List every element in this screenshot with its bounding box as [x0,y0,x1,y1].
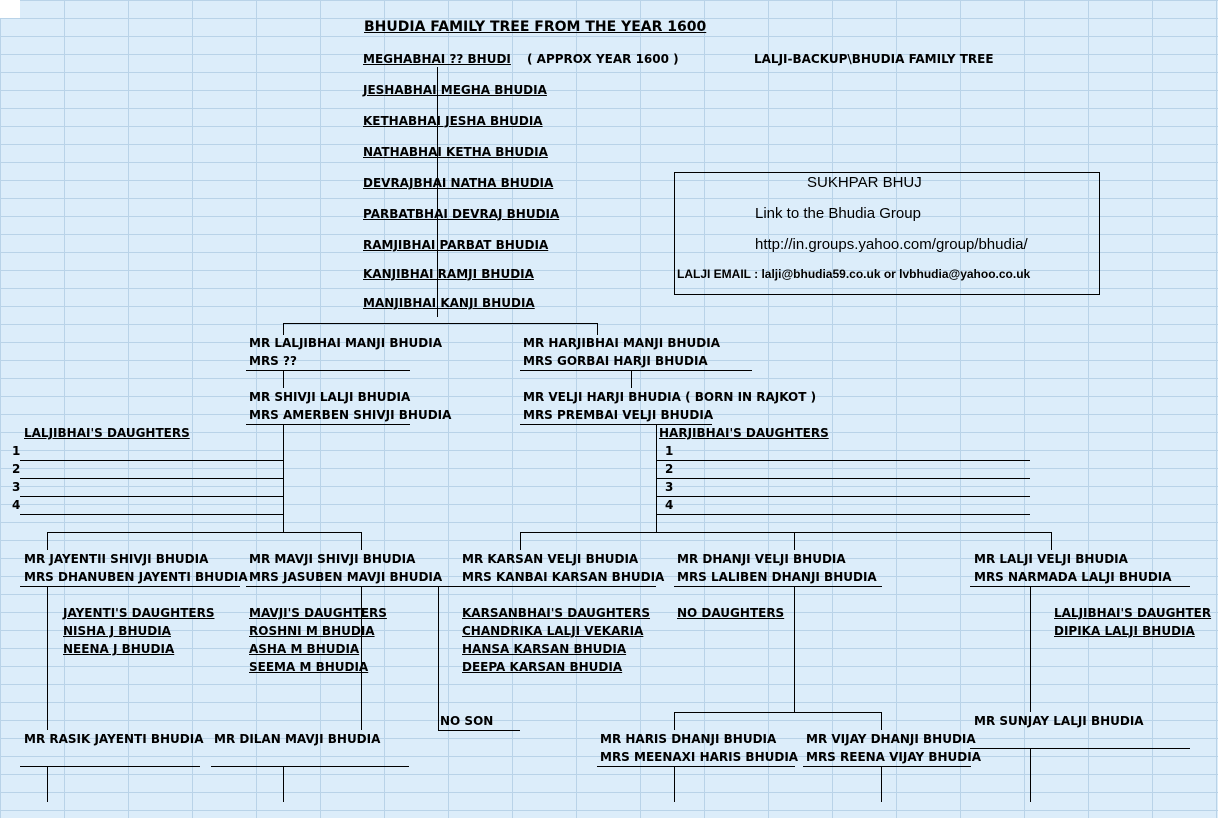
line [246,370,410,371]
line [881,712,882,730]
line [283,323,597,324]
person-name: MRS JASUBEN MAVJI BHUDIA [249,570,443,584]
person-name: MR KARSAN VELJI BHUDIA [462,552,639,566]
ancestor-name: NATHABHAI KETHA BHUDIA [363,145,548,159]
ancestor-name: MANJIBHAI KANJI BHUDIA [363,296,535,310]
ancestor-name: DEVRAJBHAI NATHA BHUDIA [363,176,554,190]
daughters-heading: MAVJI'S DAUGHTERS [249,606,387,620]
person-name: MRS NARMADA LALJI BHUDIA [974,570,1172,584]
daughter-number: 4 [12,498,21,512]
line [970,748,1190,749]
person-name: MRS KANBAI KARSAN BHUDIA [462,570,665,584]
person-name: MRS AMERBEN SHIVJI BHUDIA [249,408,452,422]
person-name: MRS LALIBEN DHANJI BHUDIA [677,570,877,584]
line [674,766,675,802]
line [361,532,362,550]
line [970,586,1190,587]
line [674,712,881,713]
person-name: MR HARIS DHANJI BHUDIA [600,732,777,746]
person-name: MR RASIK JAYENTI BHUDIA [24,732,204,746]
ancestor-year-note: ( APPROX YEAR 1600 ) [527,52,679,66]
daughter-name: NISHA J BHUDIA [63,624,171,638]
line [246,424,410,425]
line [794,586,795,712]
person-name: MRS MEENAXI HARIS BHUDIA [600,750,799,764]
daughter-name: DEEPA KARSAN BHUDIA [462,660,623,674]
daughter-number: 2 [12,462,21,476]
person-name: MRS GORBAI HARJI BHUDIA [523,354,708,368]
daughter-number: 4 [665,498,674,512]
line [438,730,520,731]
daughter-name: NEENA J BHUDIA [63,642,175,656]
ancestor-name: RAMJIBHAI PARBAT BHUDIA [363,238,549,252]
line [47,766,48,802]
person-name: MR HARJIBHAI MANJI BHUDIA [523,336,721,350]
line [881,766,882,802]
daughter-name: DIPIKA LALJI BHUDIA [1054,624,1195,638]
line [1030,586,1031,712]
line [597,323,598,335]
ancestor-name: MEGHABHAI ?? BHUDI [363,52,511,66]
person-name: MR DILAN MAVJI BHUDIA [214,732,381,746]
ancestor-name: KANJIBHAI RAMJI BHUDIA [363,267,534,281]
daughters-heading: NO DAUGHTERS [677,606,785,620]
daughter-name: HANSA KARSAN BHUDIA [462,642,627,656]
daughter-name: ROSHNI M BHUDIA [249,624,375,638]
line [674,586,882,587]
line [211,766,409,767]
line [520,532,1051,533]
daughters-heading: HARJIBHAI'S DAUGHTERS [659,426,829,440]
line [283,370,284,388]
person-name: MR LALJI VELJI BHUDIA [974,552,1128,566]
person-name: MRS DHANUBEN JAYENTI BHUDIA [24,570,248,584]
line [1030,748,1031,802]
ancestor-name: PARBATBHAI DEVRAJ BHUDIA [363,207,560,221]
line [20,586,240,587]
person-name: MRS REENA VIJAY BHUDIA [806,750,982,764]
person-name: MR MAVJI SHIVJI BHUDIA [249,552,416,566]
line [20,460,284,461]
daughter-name: ASHA M BHUDIA [249,642,360,656]
person-name: MR VELJI HARJI BHUDIA ( BORN IN RAJKOT ) [523,390,817,404]
person-name: MRS PREMBAI VELJI BHUDIA [523,408,714,422]
ancestor-name: KETHABHAI JESHA BHUDIA [363,114,543,128]
person-name: MR VIJAY DHANJI BHUDIA [806,732,976,746]
line [520,370,752,371]
line [803,766,971,767]
group-link-url[interactable]: http://in.groups.yahoo.com/group/bhudia/ [755,236,1028,253]
line [656,496,1030,497]
line [246,586,438,587]
group-link-label: Link to the Bhudia Group [755,205,921,222]
daughter-number: 3 [12,480,21,494]
line [794,532,795,550]
daughters-heading: LALJIBHAI'S DAUGHTER [1054,606,1212,620]
line [520,532,521,550]
daughters-heading: LALJIBHAI'S DAUGHTERS [24,426,190,440]
line [438,586,656,587]
line [20,496,284,497]
page-title: BHUDIA FAMILY TREE FROM THE YEAR 1600 [364,19,707,35]
place-label: SUKHPAR BHUJ [807,174,922,191]
daughter-number: 3 [665,480,674,494]
person-name: MR JAYENTII SHIVJI BHUDIA [24,552,209,566]
line [47,586,48,730]
person-name: MR SHIVJI LALJI BHUDIA [249,390,411,404]
line [597,766,795,767]
contact-email[interactable]: LALJI EMAIL : lalji@bhudia59.co.uk or lvbhudia@yahoo.co.uk [677,267,1031,281]
daughter-number: 1 [665,444,674,458]
sheet-corner [0,0,20,18]
line [283,766,284,802]
line [631,370,632,388]
person-name: MRS ?? [249,354,297,368]
person-name: MR SUNJAY LALJI BHUDIA [974,714,1144,728]
line [1051,532,1052,550]
daughter-number: 2 [665,462,674,476]
daughters-heading: KARSANBHAI'S DAUGHTERS [462,606,651,620]
line [47,532,361,533]
line [656,514,1030,515]
person-name: MR DHANJI VELJI BHUDIA [677,552,846,566]
daughter-name: SEEMA M BHUDIA [249,660,369,674]
line [20,514,284,515]
daughter-number: 1 [12,444,21,458]
line [656,460,1030,461]
no-son-label: NO SON [440,714,494,728]
line [656,478,1030,479]
path-note: LALJI-BACKUP\BHUDIA FAMILY TREE [754,52,994,66]
line [438,586,439,730]
daughter-name: CHANDRIKA LALJI VEKARIA [462,624,644,638]
ancestor-name: JESHABHAI MEGHA BHUDIA [363,83,547,97]
line [283,323,284,335]
line [47,532,48,550]
line [674,712,675,730]
daughters-heading: JAYENTI'S DAUGHTERS [63,606,215,620]
line [20,478,284,479]
person-name: MR LALJIBHAI MANJI BHUDIA [249,336,443,350]
